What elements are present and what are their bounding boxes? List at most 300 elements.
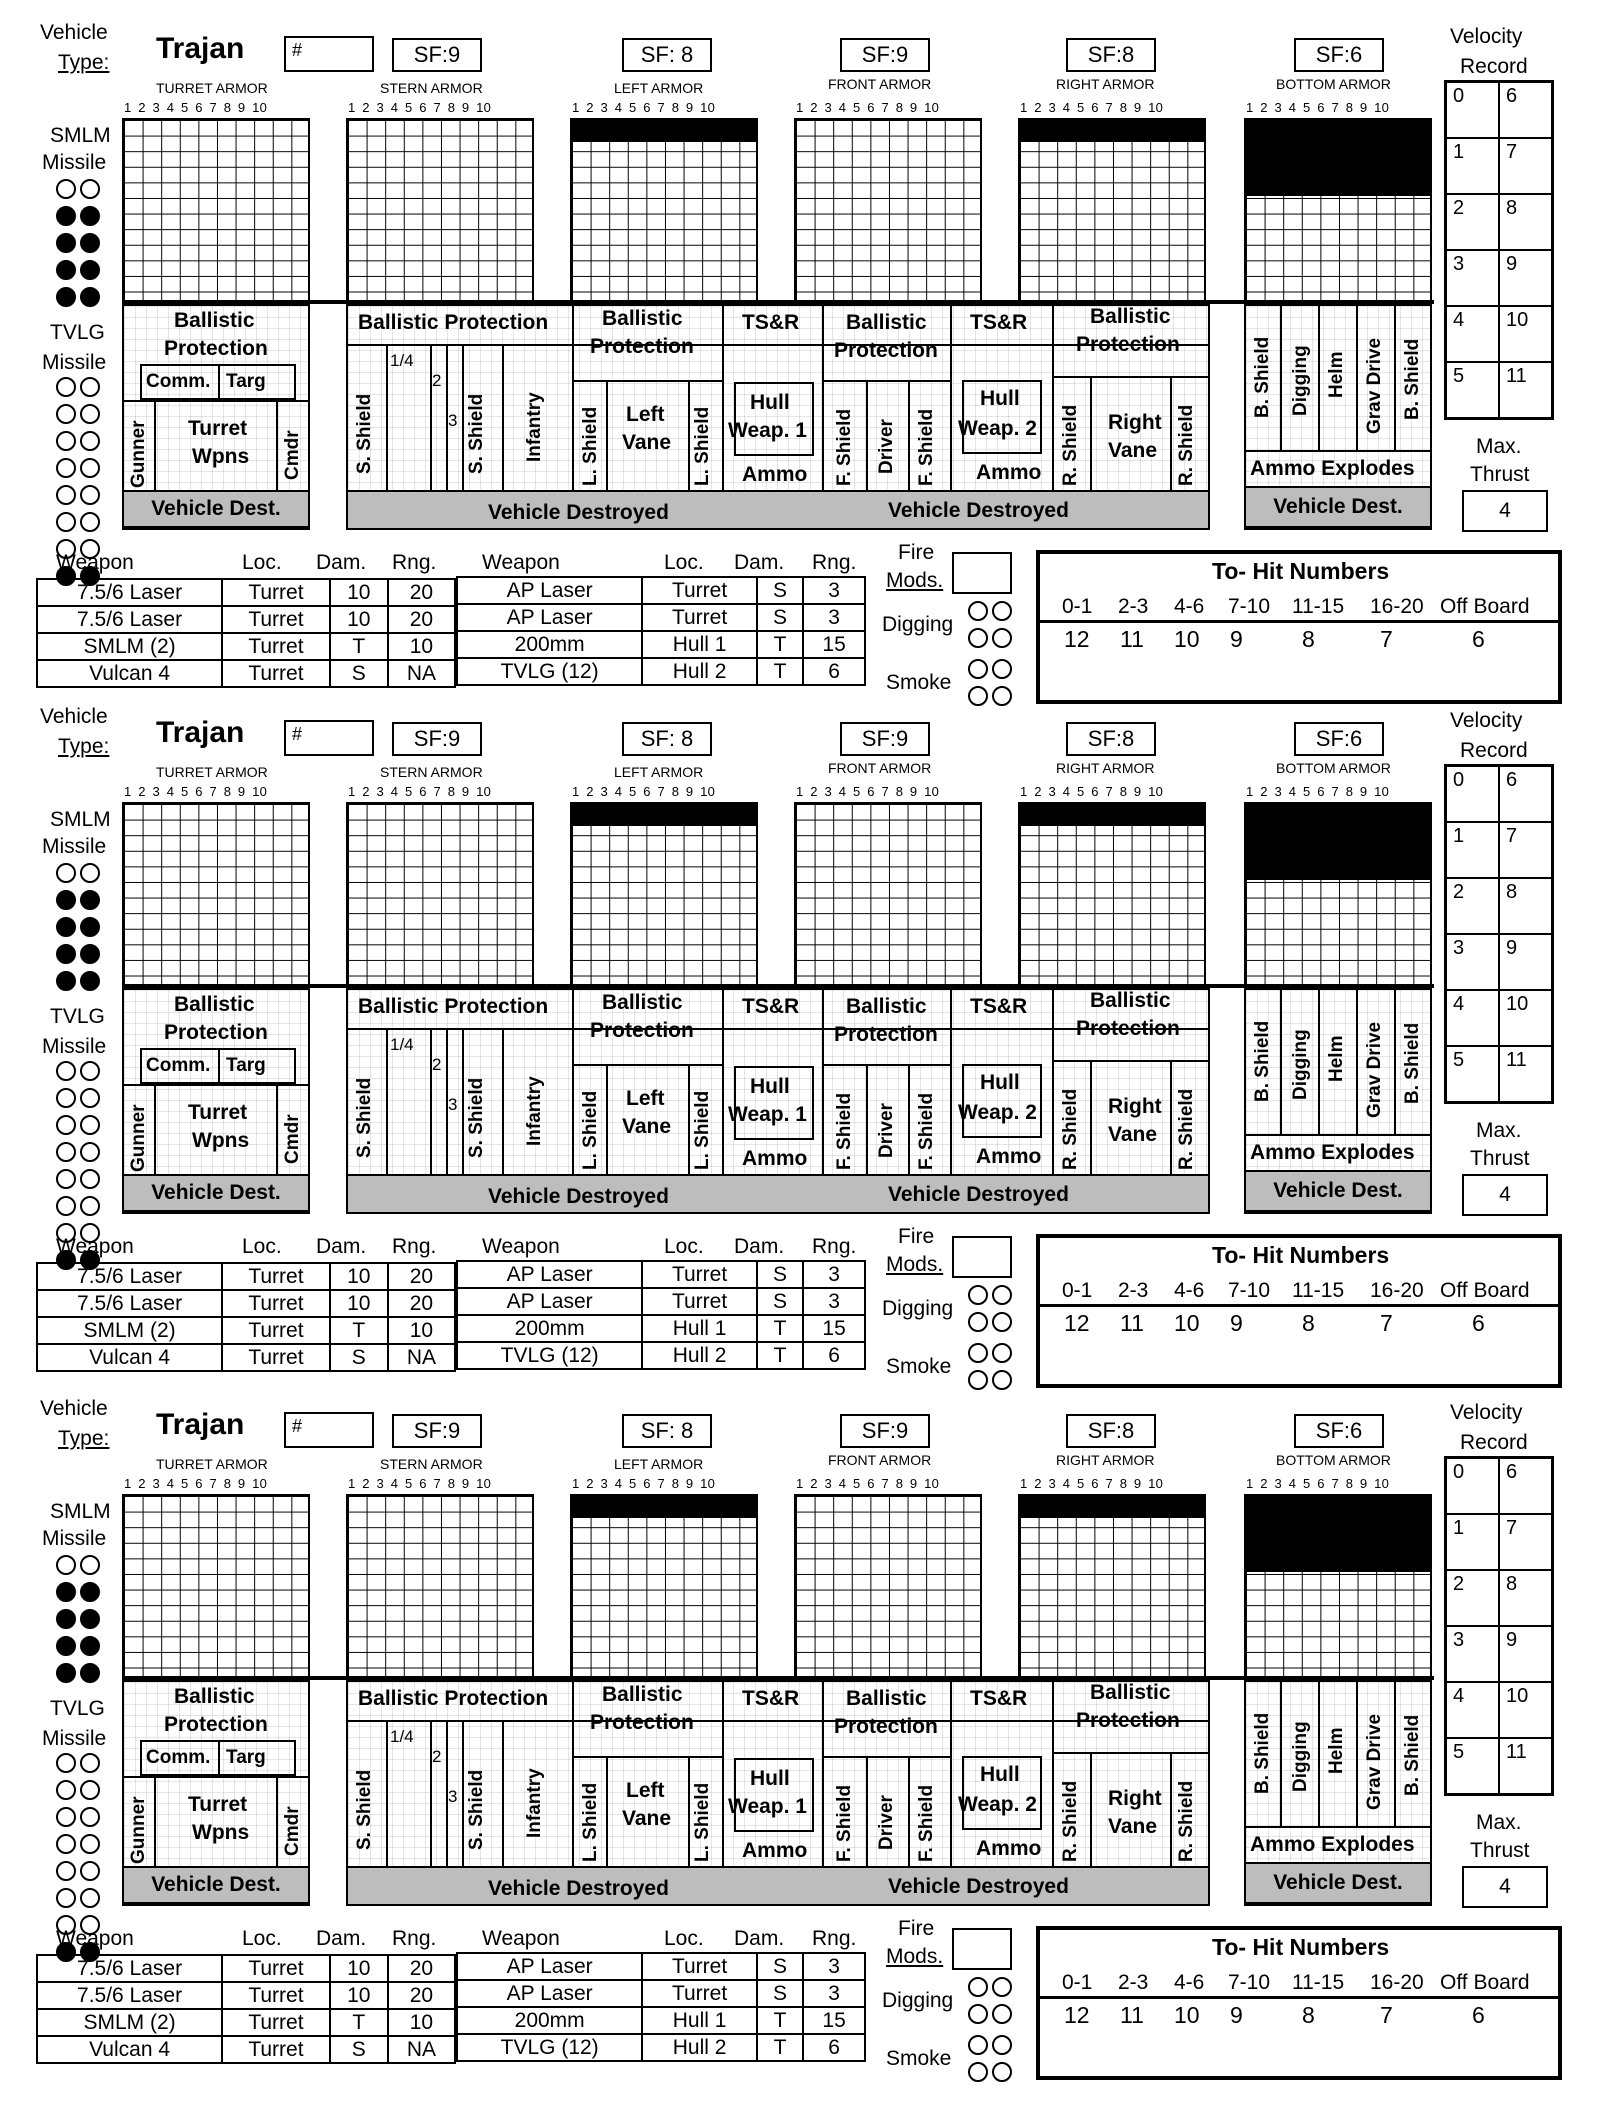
bottom-b-shield-1[interactable]: B. Shield — [1252, 336, 1273, 418]
bottom-b-shield-2[interactable]: B. Shield — [1402, 1714, 1423, 1796]
missile-box-used — [56, 917, 76, 937]
right-vane-label-1[interactable]: Right — [1108, 1095, 1162, 1118]
vehicle-record-card: Vehicle Type: Trajan # SF:9 SF: 8 SF:9 SF:8 SF:6 TURRET ARMOR STERN ARMOR LEFT ARMOR FRONT ARMOR RIGHT ARMOR BOTTOM ARMOR 1 2 3 4 5 6 7 8 9 10 1 2 3 4 5 6 7 8 9 10 1 2 3 4 5 6 7 8 9 10 1 2 3 4 5 6 7 8 9 10 1 2 3 4 5 6 7 8 9 10 1 2 3 4 5 6 7 8 9 10 SMLM Missile TVLG Missile Ballistic Protection Comm. Targ Gunner Turret Wpns Cmdr Vehicle Dest. Ballistic Protection Ballistic Protection TS&R Ballistic Protection TS&R Ballistic Protection S. Shield 1/4 2 3 S. Shield Infantry L. Shield Left Vane L. Shield Hull Weap. 1 Ammo F. Shield Driver F. Shield Hull Weap. 2 Ammo R. Shield Right Vane R. Shield Vehicle Destroyed Vehicle Destroyed B. Shield Digging Helm Grav Drive B. Shield Ammo Explodes Vehicle Dest. Velocity Record 0 6 1 7 2 8 3 9 4 10 5 11 Max. Thrust 4 Weapon Loc. Dam. Rng. Weapon Loc. Dam. Rng. 7.5/6 Laser Turret 10 20 7.5/6 Laser Turret 10 20 SMLM (2) Turret T 10 Vulcan 4 Turret S NA AP Laser Turret S 3 AP Laser Turret S 3 200mm Hull 1 T 15 TVLG (12) Hull 2 T 6 Fire Mods. Digging Smoke To- Hit Numbers 0-1 2-3 4-6 7-10 11-15 16-20 Off Board 12 11 10 9 8 7 6 — [0, 684, 1624, 1374]
targ-label[interactable]: Targ — [226, 371, 266, 392]
missile-box[interactable] — [56, 179, 76, 199]
right-column-numbers: 1 2 3 4 5 6 7 8 9 10 — [1020, 1476, 1164, 1491]
missile-box-used — [56, 1609, 76, 1629]
cmdr-label[interactable]: Cmdr — [282, 1806, 303, 1856]
bottom-armor-grid[interactable] — [1244, 1494, 1432, 1680]
hull-weap2-label-1[interactable]: Hull — [980, 1071, 1020, 1094]
left-vane-label-2[interactable]: Vane — [622, 431, 672, 454]
turret-vehicle-dest[interactable]: Vehicle Dest. — [122, 1174, 310, 1212]
turret-wpns-label-1[interactable]: Turret — [188, 417, 248, 440]
right-armor-title: RIGHT ARMOR — [1056, 760, 1155, 776]
front-armor-grid[interactable] — [794, 118, 982, 304]
stern-s-shield-1[interactable]: S. Shield — [354, 1077, 375, 1158]
hull-weap1-label-1[interactable]: Hull — [750, 1767, 790, 1790]
tsr-label-2: TS&R — [970, 311, 1028, 334]
bottom-armor-title: BOTTOM ARMOR — [1276, 76, 1391, 92]
left-protection-label: Protection — [590, 1019, 694, 1042]
cmdr-label[interactable]: Cmdr — [282, 1114, 303, 1164]
left-ballistic-label: Ballistic — [602, 1683, 683, 1706]
missile-box-used — [56, 971, 76, 991]
hull-weap1-label-1[interactable]: Hull — [750, 391, 790, 414]
front-f-shield-1[interactable]: F. Shield — [834, 1784, 855, 1862]
fraction-label[interactable]: 1/4 — [390, 351, 414, 370]
right-sf-box: SF:8 — [1066, 38, 1156, 72]
missile-box-used — [80, 233, 100, 253]
two-label[interactable]: 2 — [432, 371, 442, 390]
stern-s-shield-2[interactable]: S. Shield — [466, 1077, 487, 1158]
thrust-label: Thrust — [1470, 463, 1530, 486]
hull-divider — [722, 304, 724, 490]
three-label[interactable]: 3 — [448, 1095, 458, 1114]
front-f-shield-2[interactable]: F. Shield — [916, 1092, 937, 1170]
ammo-explodes-label[interactable]: Ammo Explodes — [1250, 1141, 1415, 1164]
front-protection-label: Protection — [834, 1023, 938, 1046]
comm-targ-divider — [218, 1048, 220, 1084]
bottom-b-shield-1[interactable]: B. Shield — [1252, 1712, 1273, 1794]
gunner-label[interactable]: Gunner — [128, 1104, 149, 1172]
turret-vehicle-dest[interactable]: Vehicle Dest. — [122, 490, 310, 528]
left-vane-label-1[interactable]: Left — [626, 1779, 665, 1802]
ammo-label-2[interactable]: Ammo — [976, 1837, 1042, 1860]
bottom-armor-title: BOTTOM ARMOR — [1276, 1452, 1391, 1468]
grav-drive-label[interactable]: Grav Drive — [1364, 1713, 1385, 1810]
hull-divider — [1052, 1680, 1054, 1866]
right-sf-box: SF:8 — [1066, 1414, 1156, 1448]
left-l-shield-2[interactable]: L. Shield — [692, 406, 713, 486]
right-armor-grid[interactable] — [1018, 118, 1206, 304]
turret-inner-line — [122, 400, 310, 402]
turret-wpns-label-1[interactable]: Turret — [188, 1101, 248, 1124]
hull-divider — [950, 1680, 952, 1866]
right-vane-label-2[interactable]: Vane — [1108, 439, 1158, 462]
left-ballistic-label: Ballistic — [602, 307, 683, 330]
hull-weap2-label-2[interactable]: Weap. 2 — [958, 1793, 1037, 1816]
max-label: Max. — [1476, 1119, 1522, 1142]
table-row: SMLM (2) Turret T 10 — [37, 1317, 455, 1344]
left-armor-grid[interactable] — [570, 802, 758, 988]
hull-weap2-label-2[interactable]: Weap. 2 — [958, 1101, 1037, 1124]
two-label[interactable]: 2 — [432, 1055, 442, 1074]
digging-mods-label: Digging — [882, 613, 954, 636]
smlm-missile-tracker[interactable] — [54, 1554, 110, 1689]
missile-box[interactable] — [56, 863, 76, 883]
left-vane-label-1[interactable]: Left — [626, 1087, 665, 1110]
table-row: Vulcan 4 Turret S NA — [37, 1344, 455, 1371]
turret-wpns-label-2[interactable]: Wpns — [192, 445, 250, 468]
table-row: 200mm Hull 1 T 15 — [457, 2007, 865, 2034]
smlm-label: SMLM — [50, 124, 111, 147]
comm-label[interactable]: Comm. — [146, 371, 211, 392]
hull-divider — [822, 304, 824, 490]
dam-header: Dam. — [316, 1927, 367, 1950]
hull-weap2-label-2[interactable]: Weap. 2 — [958, 417, 1037, 440]
turret-divider-b — [276, 400, 278, 490]
left-armor-title: LEFT ARMOR — [614, 764, 704, 780]
left-armor-grid[interactable] — [570, 1494, 758, 1680]
ammo-label-1[interactable]: Ammo — [742, 1147, 808, 1170]
smlm-missile-tracker[interactable] — [54, 862, 110, 997]
missile-box-used — [80, 971, 100, 991]
fire-label: Fire — [898, 1917, 935, 1940]
hull-weap2-label-1[interactable]: Hull — [980, 387, 1020, 410]
comm-label[interactable]: Comm. — [146, 1055, 211, 1076]
vehicle-number-field[interactable]: # — [284, 1412, 374, 1448]
ammo-label-2[interactable]: Ammo — [976, 461, 1042, 484]
vehicle-label: Vehicle — [40, 705, 108, 728]
missile-box-used — [80, 206, 100, 226]
turret-divider-b — [276, 1776, 278, 1866]
missile-box[interactable] — [80, 863, 100, 883]
fire-mods-box[interactable] — [952, 1236, 1012, 1278]
vehicle-number-field[interactable]: # — [284, 36, 374, 72]
turret-wpns-label-2[interactable]: Wpns — [192, 1821, 250, 1844]
two-label[interactable]: 2 — [432, 1747, 442, 1766]
turret-wpns-label-2[interactable]: Wpns — [192, 1129, 250, 1152]
front-f-shield-1[interactable]: F. Shield — [834, 1092, 855, 1170]
stern-sf-box: SF:9 — [392, 722, 482, 756]
max-thrust-value[interactable]: 4 — [1462, 1174, 1548, 1216]
stern-s-shield-2[interactable]: S. Shield — [466, 1769, 487, 1850]
fraction-label[interactable]: 1/4 — [390, 1727, 414, 1746]
bottom-b-shield-2[interactable]: B. Shield — [1402, 338, 1423, 420]
turret-armor-grid[interactable] — [122, 802, 310, 988]
driver-label[interactable]: Driver — [876, 1103, 897, 1158]
table-row: 7.5/6 Laser Turret 10 20 — [37, 1982, 455, 2009]
right-r-shield-1[interactable]: R. Shield — [1060, 404, 1081, 486]
digging-circles[interactable] — [966, 1284, 1022, 1338]
turret-armor-grid[interactable] — [122, 1494, 310, 1680]
stern-armor-grid[interactable] — [346, 118, 534, 304]
tvlg-missile-label: Missile — [42, 1727, 107, 1750]
hull-vehicle-destroyed-1[interactable]: Vehicle Destroyed — [488, 501, 669, 524]
loc-header-2: Loc. — [664, 551, 704, 574]
targ-label[interactable]: Targ — [226, 1747, 266, 1768]
missile-box-used — [80, 1609, 100, 1629]
turret-wpns-label-1[interactable]: Turret — [188, 1793, 248, 1816]
missile-box-used — [56, 260, 76, 280]
front-f-shield-2[interactable]: F. Shield — [916, 408, 937, 486]
table-row: AP Laser Turret S 3 — [457, 604, 865, 631]
max-label: Max. — [1476, 435, 1522, 458]
right-r-shield-2[interactable]: R. Shield — [1176, 404, 1197, 486]
max-label: Max. — [1476, 1811, 1522, 1834]
helm-label[interactable]: Helm — [1326, 1727, 1347, 1774]
table-row: AP Laser Turret S 3 — [457, 1953, 865, 1980]
table-row: 200mm Hull 1 T 15 — [457, 631, 865, 658]
bottom-b-shield-2[interactable]: B. Shield — [1402, 1022, 1423, 1104]
hull-divider — [1052, 988, 1054, 1174]
three-label[interactable]: 3 — [448, 1787, 458, 1806]
missile-box-used — [80, 1582, 100, 1602]
stern-ballistic-label: Ballistic Protection — [358, 1687, 549, 1710]
right-vane-label-2[interactable]: Vane — [1108, 1815, 1158, 1838]
left-armor-destroyed-row — [572, 120, 756, 142]
front-f-shield-1[interactable]: F. Shield — [834, 408, 855, 486]
turret-divider-b — [276, 1084, 278, 1174]
digging-label[interactable]: Digging — [1290, 345, 1311, 416]
table-row: 200mm Hull 1 T 15 — [457, 1315, 865, 1342]
loc-header: Loc. — [242, 1235, 282, 1258]
fire-label: Fire — [898, 1225, 935, 1248]
bottom-armor-grid[interactable] — [1244, 118, 1432, 304]
hull-weap1-label-2[interactable]: Weap. 1 — [728, 1103, 807, 1126]
hull-weap1-label-2[interactable]: Weap. 1 — [728, 419, 807, 442]
loc-header: Loc. — [242, 1927, 282, 1950]
right-ballistic-label: Ballistic — [1090, 1681, 1171, 1704]
missile-box-used — [56, 1636, 76, 1656]
hull-vehicle-destroyed-2[interactable]: Vehicle Destroyed — [888, 1875, 1069, 1898]
left-armor-grid[interactable] — [570, 118, 758, 304]
loc-header: Loc. — [242, 551, 282, 574]
hull-divider — [1052, 304, 1054, 490]
velocity-record-grid[interactable]: 0 6 1 7 2 8 3 9 4 10 5 11 — [1444, 1456, 1554, 1796]
tvlg-label: TVLG — [50, 1697, 105, 1720]
vehicle-name: Trajan — [156, 716, 245, 749]
turret-armor-title: TURRET ARMOR — [156, 764, 268, 780]
left-armor-title: LEFT ARMOR — [614, 1456, 704, 1472]
left-vane-label-1[interactable]: Left — [626, 403, 665, 426]
smoke-circles[interactable] — [966, 2034, 1022, 2088]
right-r-shield-2[interactable]: R. Shield — [1176, 1780, 1197, 1862]
stern-armor-grid[interactable] — [346, 802, 534, 988]
loc-header-2: Loc. — [664, 1927, 704, 1950]
hull-vehicle-destroyed-2[interactable]: Vehicle Destroyed — [888, 1183, 1069, 1206]
hull-vehicle-destroyed-1[interactable]: Vehicle Destroyed — [488, 1185, 669, 1208]
right-vane-label-1[interactable]: Right — [1108, 411, 1162, 434]
front-armor-title: FRONT ARMOR — [828, 760, 932, 776]
turret-vehicle-dest[interactable]: Vehicle Dest. — [122, 1866, 310, 1904]
table-row: SMLM (2) Turret T 10 — [37, 2009, 455, 2036]
thrust-label: Thrust — [1470, 1147, 1530, 1170]
helm-label[interactable]: Helm — [1326, 1035, 1347, 1082]
right-r-shield-1[interactable]: R. Shield — [1060, 1088, 1081, 1170]
targ-label[interactable]: Targ — [226, 1055, 266, 1076]
front-sf-box: SF:9 — [840, 722, 930, 756]
grav-drive-label[interactable]: Grav Drive — [1364, 1021, 1385, 1118]
stern-s-shield-1[interactable]: S. Shield — [354, 393, 375, 474]
right-armor-grid[interactable] — [1018, 1494, 1206, 1680]
bottom-armor-destroyed-rows — [1246, 1496, 1430, 1572]
max-thrust-value[interactable]: 4 — [1462, 490, 1548, 532]
ammo-label-1[interactable]: Ammo — [742, 1839, 808, 1862]
left-armor-destroyed-row — [572, 1496, 756, 1518]
smoke-label: Smoke — [886, 2047, 952, 2070]
right-column-numbers: 1 2 3 4 5 6 7 8 9 10 — [1020, 100, 1164, 115]
mods-label: Mods. — [886, 1945, 944, 1968]
weapon-header-2: Weapon — [482, 1235, 560, 1258]
infantry-label[interactable]: Infantry — [524, 1768, 545, 1838]
velocity-record-grid[interactable]: 0 6 1 7 2 8 3 9 4 10 5 11 — [1444, 764, 1554, 1104]
digging-label[interactable]: Digging — [1290, 1721, 1311, 1792]
driver-label[interactable]: Driver — [876, 419, 897, 474]
hull-divider — [822, 1680, 824, 1866]
bottom-vehicle-dest[interactable]: Vehicle Dest. — [1244, 486, 1432, 528]
dam-header-2: Dam. — [734, 1927, 785, 1950]
vehicle-label: Vehicle — [40, 1397, 108, 1420]
infantry-label[interactable]: Infantry — [524, 392, 545, 462]
comm-targ-divider — [218, 364, 220, 400]
left-vane-label-2[interactable]: Vane — [622, 1115, 672, 1138]
left-armor-destroyed-row — [572, 804, 756, 826]
left-ballistic-label: Ballistic — [602, 991, 683, 1014]
ammo-explodes-label[interactable]: Ammo Explodes — [1250, 1833, 1415, 1856]
tvlg-missile-label: Missile — [42, 1035, 107, 1058]
weapons-table-left — [36, 1954, 456, 2064]
driver-label[interactable]: Driver — [876, 1795, 897, 1850]
to-hit-title: To- Hit Numbers — [1212, 558, 1390, 584]
left-l-shield-2[interactable]: L. Shield — [692, 1782, 713, 1862]
missile-box[interactable] — [80, 1555, 100, 1575]
right-ballistic-label: Ballistic — [1090, 305, 1171, 328]
missile-box-used — [56, 1663, 76, 1683]
bottom-column-numbers: 1 2 3 4 5 6 7 8 9 10 — [1246, 100, 1390, 115]
stern-s-shield-1[interactable]: S. Shield — [354, 1769, 375, 1850]
helm-label[interactable]: Helm — [1326, 351, 1347, 398]
turret-protection-label: Protection — [164, 337, 268, 360]
turret-inner-line — [122, 1776, 310, 1778]
right-r-shield-2[interactable]: R. Shield — [1176, 1088, 1197, 1170]
right-armor-grid[interactable] — [1018, 802, 1206, 988]
hull-weap1-label-1[interactable]: Hull — [750, 1075, 790, 1098]
table-row: AP Laser Turret S 3 — [457, 577, 865, 604]
right-protection-label: Protection — [1076, 1017, 1180, 1040]
vehicle-record-card: Vehicle Type: Trajan # SF:9 SF: 8 SF:9 SF:8 SF:6 TURRET ARMOR STERN ARMOR LEFT ARMOR FRONT ARMOR RIGHT ARMOR BOTTOM ARMOR 1 2 3 4 5 6 7 8 9 10 1 2 3 4 5 6 7 8 9 10 1 2 3 4 5 6 7 8 9 10 1 2 3 4 5 6 7 8 9 10 1 2 3 4 5 6 7 8 9 10 1 2 3 4 5 6 7 8 9 10 SMLM Missile TVLG Missile Ballistic Protection Comm. Targ Gunner Turret Wpns Cmdr Vehicle Dest. Ballistic Protection Ballistic Protection TS&R Ballistic Protection TS&R Ballistic Protection S. Shield 1/4 2 3 S. Shield Infantry L. Shield Left Vane L. Shield Hull Weap. 1 Ammo F. Shield Driver F. Shield Hull Weap. 2 Ammo R. Shield Right Vane R. Shield Vehicle Destroyed Vehicle Destroyed B. Shield Digging Helm Grav Drive B. Shield Ammo Explodes Vehicle Dest. Velocity Record 0 6 1 7 2 8 3 9 4 10 5 11 Max. Thrust 4 Weapon Loc. Dam. Rng. Weapon Loc. Dam. Rng. 7.5/6 Laser Turret 10 20 7.5/6 Laser Turret 10 20 SMLM (2) Turret T 10 Vulcan 4 Turret S NA AP Laser Turret S 3 AP Laser Turret S 3 200mm Hull 1 T 15 TVLG (12) Hull 2 T 6 Fire Mods. Digging Smoke To- Hit Numbers 0-1 2-3 4-6 7-10 11-15 16-20 Off Board 12 11 10 9 8 7 6 — [0, 0, 1624, 690]
weapon-header-2: Weapon — [482, 551, 560, 574]
cmdr-label[interactable]: Cmdr — [282, 430, 303, 480]
turret-divider-a — [154, 1084, 156, 1174]
table-row: SMLM (2) Turret T 10 — [37, 633, 455, 660]
tvlg-label: TVLG — [50, 321, 105, 344]
vehicle-name: Trajan — [156, 1408, 245, 1441]
smlm-label: SMLM — [50, 808, 111, 831]
record-label: Record — [1460, 739, 1528, 762]
vehicle-number-field[interactable]: # — [284, 720, 374, 756]
max-thrust-value[interactable]: 4 — [1462, 1866, 1548, 1908]
turret-ballistic-label: Ballistic — [174, 993, 255, 1016]
table-row: 7.5/6 Laser Turret 10 20 — [37, 1955, 455, 1982]
table-row: AP Laser Turret S 3 — [457, 1288, 865, 1315]
left-l-shield-2[interactable]: L. Shield — [692, 1090, 713, 1170]
loc-header-2: Loc. — [664, 1235, 704, 1258]
fire-mods-box[interactable] — [952, 552, 1012, 594]
front-armor-grid[interactable] — [794, 1494, 982, 1680]
rng-header-2: Rng. — [812, 1927, 857, 1950]
front-column-numbers: 1 2 3 4 5 6 7 8 9 10 — [796, 100, 940, 115]
missile-box-used — [56, 890, 76, 910]
digging-circles[interactable] — [966, 600, 1022, 654]
missile-box-used — [80, 944, 100, 964]
fraction-label[interactable]: 1/4 — [390, 1035, 414, 1054]
ammo-explodes-label[interactable]: Ammo Explodes — [1250, 457, 1415, 480]
velocity-record-grid[interactable]: 0 6 1 7 2 8 3 9 4 10 5 11 — [1444, 80, 1554, 420]
front-column-numbers: 1 2 3 4 5 6 7 8 9 10 — [796, 1476, 940, 1491]
stern-armor-grid[interactable] — [346, 1494, 534, 1680]
hull-weap2-label-1[interactable]: Hull — [980, 1763, 1020, 1786]
weapon-header-2: Weapon — [482, 1927, 560, 1950]
missile-box-used — [80, 890, 100, 910]
left-l-shield-1[interactable]: L. Shield — [580, 1782, 601, 1862]
hull-weap1-label-2[interactable]: Weap. 1 — [728, 1795, 807, 1818]
turret-divider-a — [154, 1776, 156, 1866]
front-f-shield-2[interactable]: F. Shield — [916, 1784, 937, 1862]
comm-targ-divider — [218, 1740, 220, 1776]
grav-drive-label[interactable]: Grav Drive — [1364, 337, 1385, 434]
right-armor-destroyed-row — [1020, 1496, 1204, 1518]
dam-header: Dam. — [316, 551, 367, 574]
digging-label[interactable]: Digging — [1290, 1029, 1311, 1100]
front-armor-grid[interactable] — [794, 802, 982, 988]
missile-box-used — [56, 287, 76, 307]
gunner-label[interactable]: Gunner — [128, 420, 149, 488]
smlm-missile-tracker[interactable] — [54, 178, 110, 313]
front-ballistic-label: Ballistic — [846, 311, 927, 334]
bottom-armor-grid[interactable] — [1244, 802, 1432, 988]
bottom-sf-box: SF:6 — [1294, 722, 1384, 756]
fire-mods-box[interactable] — [952, 1928, 1012, 1970]
stern-column-numbers: 1 2 3 4 5 6 7 8 9 10 — [348, 100, 492, 115]
turret-armor-grid[interactable] — [122, 118, 310, 304]
infantry-label[interactable]: Infantry — [524, 1076, 545, 1146]
hull-divider — [950, 304, 952, 490]
front-protection-label: Protection — [834, 339, 938, 362]
missile-box-used — [80, 1663, 100, 1683]
turret-divider-a — [154, 400, 156, 490]
comm-label[interactable]: Comm. — [146, 1747, 211, 1768]
left-vane-label-2[interactable]: Vane — [622, 1807, 672, 1830]
dam-header-2: Dam. — [734, 1235, 785, 1258]
missile-box[interactable] — [56, 1555, 76, 1575]
missile-box-used — [56, 944, 76, 964]
bottom-vehicle-dest[interactable]: Vehicle Dest. — [1244, 1170, 1432, 1212]
gunner-label[interactable]: Gunner — [128, 1796, 149, 1864]
rng-header: Rng. — [392, 551, 437, 574]
table-row: Vulcan 4 Turret S NA — [37, 660, 455, 687]
hull-vehicle-destroyed-2[interactable]: Vehicle Destroyed — [888, 499, 1069, 522]
stern-sf-box: SF:9 — [392, 38, 482, 72]
right-vane-label-2[interactable]: Vane — [1108, 1123, 1158, 1146]
table-row: AP Laser Turret S 3 — [457, 1261, 865, 1288]
left-column-numbers: 1 2 3 4 5 6 7 8 9 10 — [572, 1476, 716, 1491]
vehicle-name: Trajan — [156, 32, 245, 65]
ammo-label-1[interactable]: Ammo — [742, 463, 808, 486]
bottom-column-numbers: 1 2 3 4 5 6 7 8 9 10 — [1246, 784, 1390, 799]
mods-label: Mods. — [886, 1253, 944, 1276]
ammo-label-2[interactable]: Ammo — [976, 1145, 1042, 1168]
bottom-b-shield-1[interactable]: B. Shield — [1252, 1020, 1273, 1102]
bottom-vehicle-dest[interactable]: Vehicle Dest. — [1244, 1862, 1432, 1904]
right-r-shield-1[interactable]: R. Shield — [1060, 1780, 1081, 1862]
vehicle-label: Vehicle — [40, 21, 108, 44]
missile-box[interactable] — [80, 179, 100, 199]
left-l-shield-1[interactable]: L. Shield — [580, 406, 601, 486]
front-column-numbers: 1 2 3 4 5 6 7 8 9 10 — [796, 784, 940, 799]
right-vane-label-1[interactable]: Right — [1108, 1787, 1162, 1810]
left-l-shield-1[interactable]: L. Shield — [580, 1090, 601, 1170]
left-sf-box: SF: 8 — [622, 722, 712, 756]
bottom-sf-box: SF:6 — [1294, 1414, 1384, 1448]
three-label[interactable]: 3 — [448, 411, 458, 430]
record-label: Record — [1460, 1431, 1528, 1454]
front-ballistic-label: Ballistic — [846, 995, 927, 1018]
hull-vehicle-destroyed-1[interactable]: Vehicle Destroyed — [488, 1877, 669, 1900]
digging-circles[interactable] — [966, 1976, 1022, 2030]
stern-s-shield-2[interactable]: S. Shield — [466, 393, 487, 474]
weapon-header: Weapon — [56, 1235, 134, 1258]
